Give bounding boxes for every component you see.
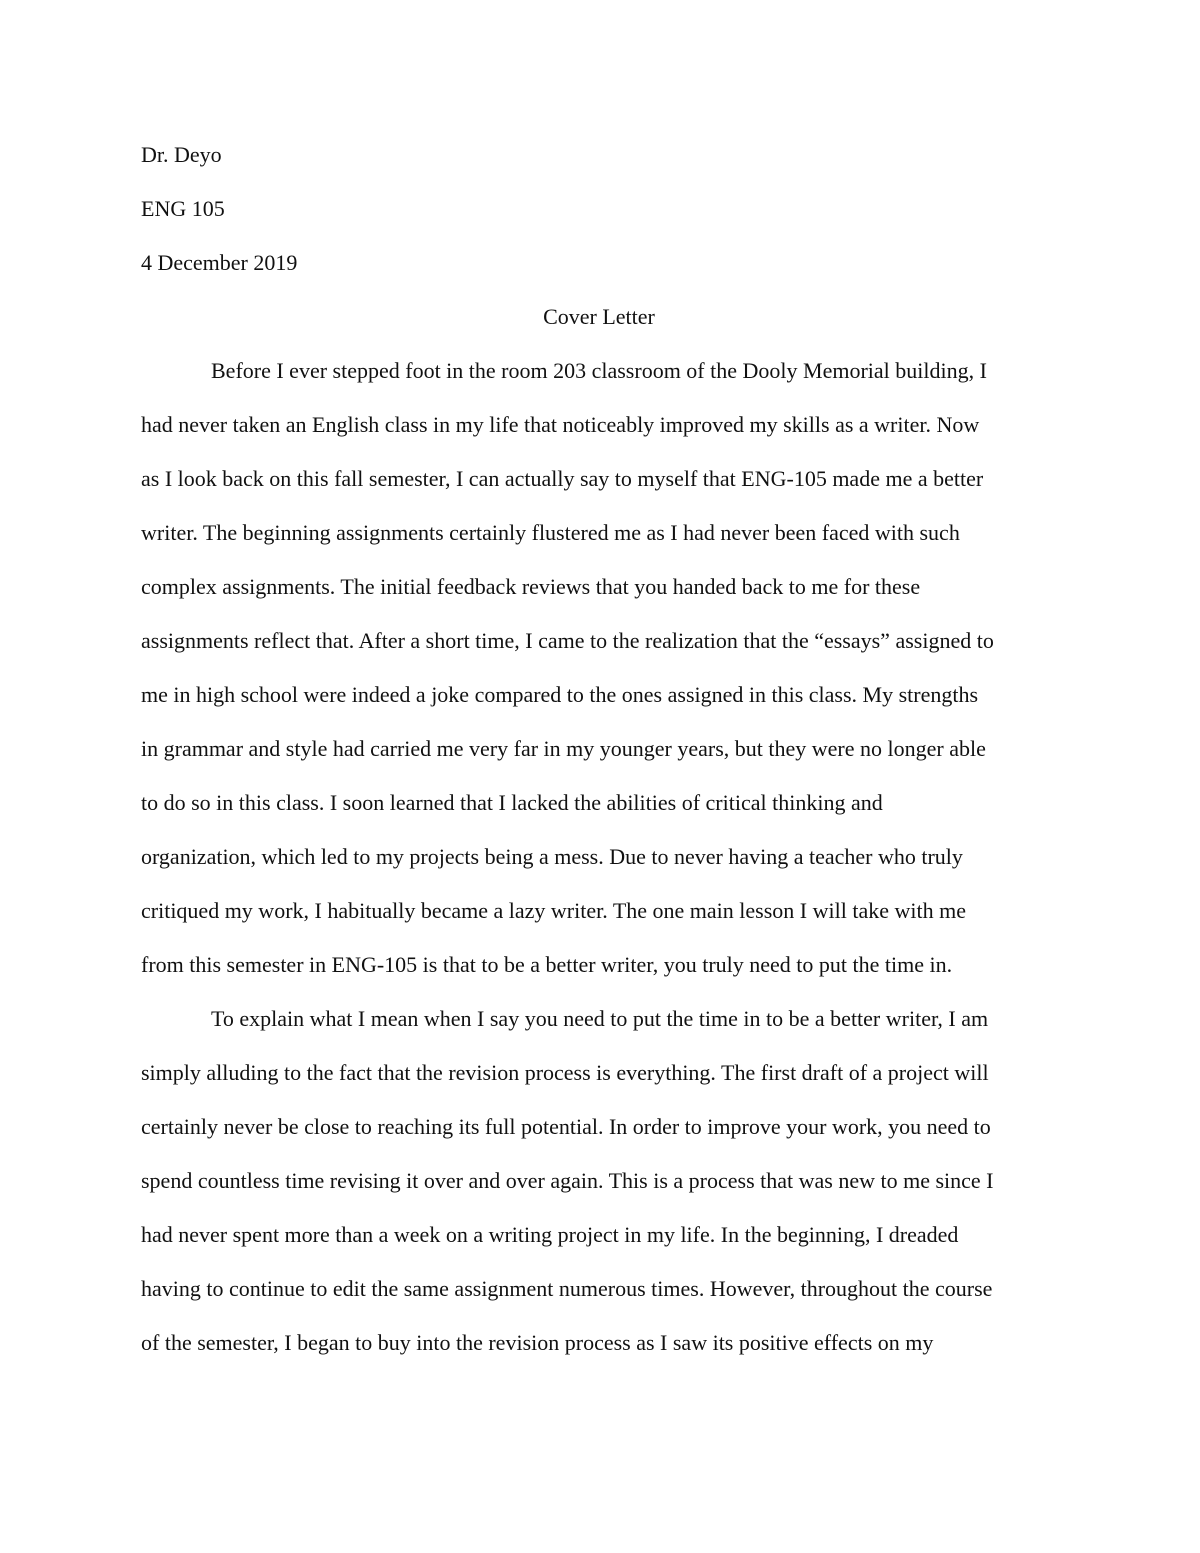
course-name: ENG 105 (141, 196, 225, 221)
paragraph-line: simply alluding to the fact that the revision process is everything. The first draft of a project will (141, 1060, 989, 1085)
paragraph-line: had never taken an English class in my life that noticeably improved my skills as a writer. Now (141, 412, 980, 437)
paragraph-line: had never spent more than a week on a writing project in my life. In the beginning, I dreaded (141, 1222, 959, 1247)
paragraph-line: having to continue to edit the same assignment numerous times. However, throughout the course (141, 1276, 993, 1301)
paragraph-line: of the semester, I began to buy into the revision process as I saw its positive effects on my (141, 1330, 934, 1355)
instructor-name: Dr. Deyo (141, 142, 222, 167)
paragraph-line: as I look back on this fall semester, I can actually say to myself that ENG-105 made me a better (141, 466, 984, 491)
paragraph-line: from this semester in ENG-105 is that to be a better writer, you truly need to put the time in. (141, 952, 953, 977)
paragraph-line: Before I ever stepped foot in the room 203 classroom of the Dooly Memorial building, I (211, 358, 987, 383)
paragraph-line: certainly never be close to reaching its full potential. In order to improve your work, you need to (141, 1114, 991, 1139)
paragraph-line: complex assignments. The initial feedback reviews that you handed back to me for these (141, 574, 921, 599)
paragraph-2 (141, 992, 1057, 1370)
document-content (141, 128, 1057, 1370)
paragraph-line: to do so in this class. I soon learned that I lacked the abilities of critical thinking and (141, 790, 883, 815)
paragraph-line: assignments reflect that. After a short time, I came to the realization that the “essays” assigned to (141, 628, 994, 653)
paragraph-line: critiqued my work, I habitually became a lazy writer. The one main lesson I will take with me (141, 898, 966, 923)
paragraph-line: writer. The beginning assignments certainly flustered me as I had never been faced with such (141, 520, 960, 545)
document-title: Cover Letter (543, 304, 655, 329)
document-date: 4 December 2019 (141, 250, 298, 275)
paragraph-line: in grammar and style had carried me very far in my younger years, but they were no longer able (141, 736, 986, 761)
paragraph-line: me in high school were indeed a joke compared to the ones assigned in this class. My strengths (141, 682, 979, 707)
paragraph-1 (141, 344, 1057, 992)
paragraph-line: spend countless time revising it over and over again. This is a process that was new to me since I (141, 1168, 994, 1193)
paragraph-line: To explain what I mean when I say you need to put the time in to be a better writer, I am (211, 1006, 989, 1031)
paragraph-line: organization, which led to my projects being a mess. Due to never having a teacher who truly (141, 844, 963, 869)
